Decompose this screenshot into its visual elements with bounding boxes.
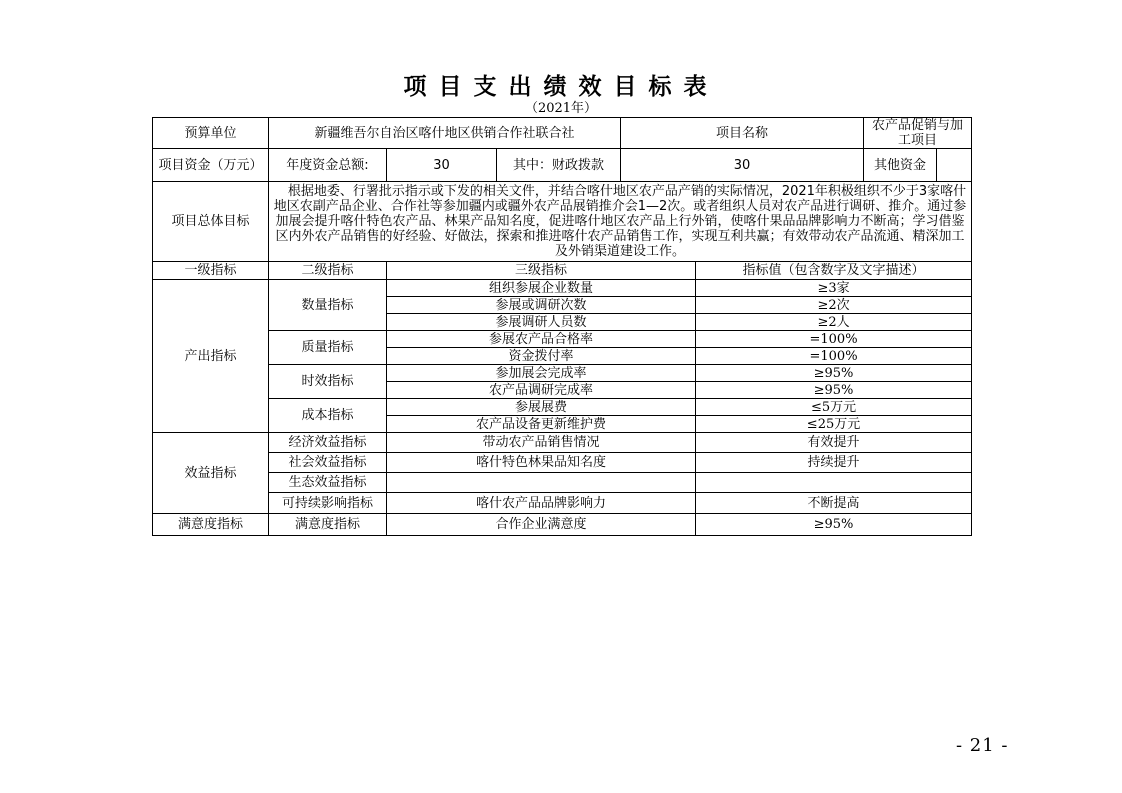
indicator-name: 喀什特色林果品知名度 xyxy=(387,453,696,473)
budget-unit-label: 预算单位 xyxy=(153,118,269,149)
indicator-name: 资金拨付率 xyxy=(387,348,696,365)
goal-text xyxy=(269,182,972,262)
project-name-value xyxy=(864,118,972,149)
level2-cost: 成本指标 xyxy=(269,399,387,433)
project-name-text: 农产品促销与加工项目 xyxy=(872,118,964,148)
table-row xyxy=(153,365,972,382)
indicator-value: ≤25万元 xyxy=(696,416,972,433)
indicator-value: 有效提升 xyxy=(696,433,972,453)
indicator-value: 不断提高 xyxy=(696,493,972,514)
indicator-value: ≥2次 xyxy=(696,297,972,314)
table-row xyxy=(153,514,972,536)
page-title: 项目支出绩效目标表 xyxy=(403,73,719,100)
indicator-name: 合作企业满意度 xyxy=(387,514,696,536)
table-row xyxy=(153,453,972,473)
budget-unit-value: 新疆维吾尔自治区喀什地区供销合作社联合社 xyxy=(269,118,621,149)
year-subtitle: （2021年） xyxy=(524,101,598,116)
level2-sustainable: 可持续影响指标 xyxy=(269,493,387,514)
level2-satisfaction: 满意度指标 xyxy=(269,514,387,536)
fiscal-label: 其中：财政拨款 xyxy=(497,149,621,182)
col-level3-header: 三级指标 xyxy=(387,262,696,280)
table-row xyxy=(153,399,972,416)
level2-ecological: 生态效益指标 xyxy=(269,473,387,493)
annual-total-value: 30 xyxy=(387,149,497,182)
funds-row xyxy=(153,149,972,182)
indicator-name: 组织参展企业数量 xyxy=(387,280,696,297)
indicator-value: ≥3家 xyxy=(696,280,972,297)
other-funds-value xyxy=(937,149,971,181)
project-name-label: 项目名称 xyxy=(621,118,864,149)
other-funds-label-text: 其他资金 xyxy=(874,157,927,173)
other-funds-cell xyxy=(864,149,972,182)
indicator-name xyxy=(387,473,696,493)
goal-label: 项目总体目标 xyxy=(153,182,269,262)
indicator-name: 喀什农产品品牌影响力 xyxy=(387,493,696,514)
col-level1-header: 一级指标 xyxy=(153,262,269,280)
table-row xyxy=(153,280,972,297)
indicator-value: 持续提升 xyxy=(696,453,972,473)
annual-total-label: 年度资金总额: xyxy=(269,149,387,182)
fiscal-value: 30 xyxy=(621,149,864,182)
col-value-header: 指标值（包含数字及文字描述） xyxy=(696,262,972,280)
table-row xyxy=(153,331,972,348)
indicator-value: ≥95% xyxy=(696,382,972,399)
indicator-name: 参展或调研次数 xyxy=(387,297,696,314)
indicator-value xyxy=(696,473,972,493)
level2-quality: 质量指标 xyxy=(269,331,387,365)
indicator-name: 农产品调研完成率 xyxy=(387,382,696,399)
indicator-name: 参展调研人员数 xyxy=(387,314,696,331)
page-number: - 21 - xyxy=(956,735,1009,756)
performance-target-table xyxy=(152,117,972,536)
table-row xyxy=(153,433,972,453)
level2-economic: 经济效益指标 xyxy=(269,433,387,453)
other-funds-label-cell xyxy=(864,149,937,181)
indicator-value: =100% xyxy=(696,331,972,348)
table-row xyxy=(153,473,972,493)
group-benefit: 效益指标 xyxy=(153,433,269,514)
indicator-name: 参加展会完成率 xyxy=(387,365,696,382)
indicator-name: 农产品设备更新维护费 xyxy=(387,416,696,433)
goal-row xyxy=(153,182,972,262)
indicator-value: ≥2人 xyxy=(696,314,972,331)
indicator-name: 参展农产品合格率 xyxy=(387,331,696,348)
indicator-value: ≥95% xyxy=(696,514,972,536)
level2-quantity: 数量指标 xyxy=(269,280,387,331)
indicator-value: =100% xyxy=(696,348,972,365)
level2-social: 社会效益指标 xyxy=(269,453,387,473)
goal-text-body: 根据地委、行署批示指示或下发的相关文件，并结合喀什地区农产品产销的实际情况，2021年积极组织不少于3家喀什地区农副产品企业、合作社等参加疆内或疆外农产品展销推介会1—2次。或者组织人员对农产品进行调研、推介。通过参加展会提升喀什特色农产品、林果产品知名度，促进喀什地区农产品上行外销，使喀什果品品牌影响力不断高；学习借鉴区内外农产品销售的好经验、好做法，探索和推进喀什农产品销售工作，实现互利共赢；有效带动农产品流通、精深加工及外销渠道建设工作。 xyxy=(273,184,967,259)
indicator-name: 参展展费 xyxy=(387,399,696,416)
indicator-value: ≥95% xyxy=(696,365,972,382)
group-satisfaction: 满意度指标 xyxy=(153,514,269,536)
level2-timeliness: 时效指标 xyxy=(269,365,387,399)
indicator-value: ≤5万元 xyxy=(696,399,972,416)
group-output: 产出指标 xyxy=(153,280,269,433)
column-header-row xyxy=(153,262,972,280)
col-level2-header: 二级指标 xyxy=(269,262,387,280)
funds-label: 项目资金（万元） xyxy=(153,149,269,182)
indicator-name: 带动农产品销售情况 xyxy=(387,433,696,453)
table-row xyxy=(153,493,972,514)
budget-unit-row xyxy=(153,118,972,149)
